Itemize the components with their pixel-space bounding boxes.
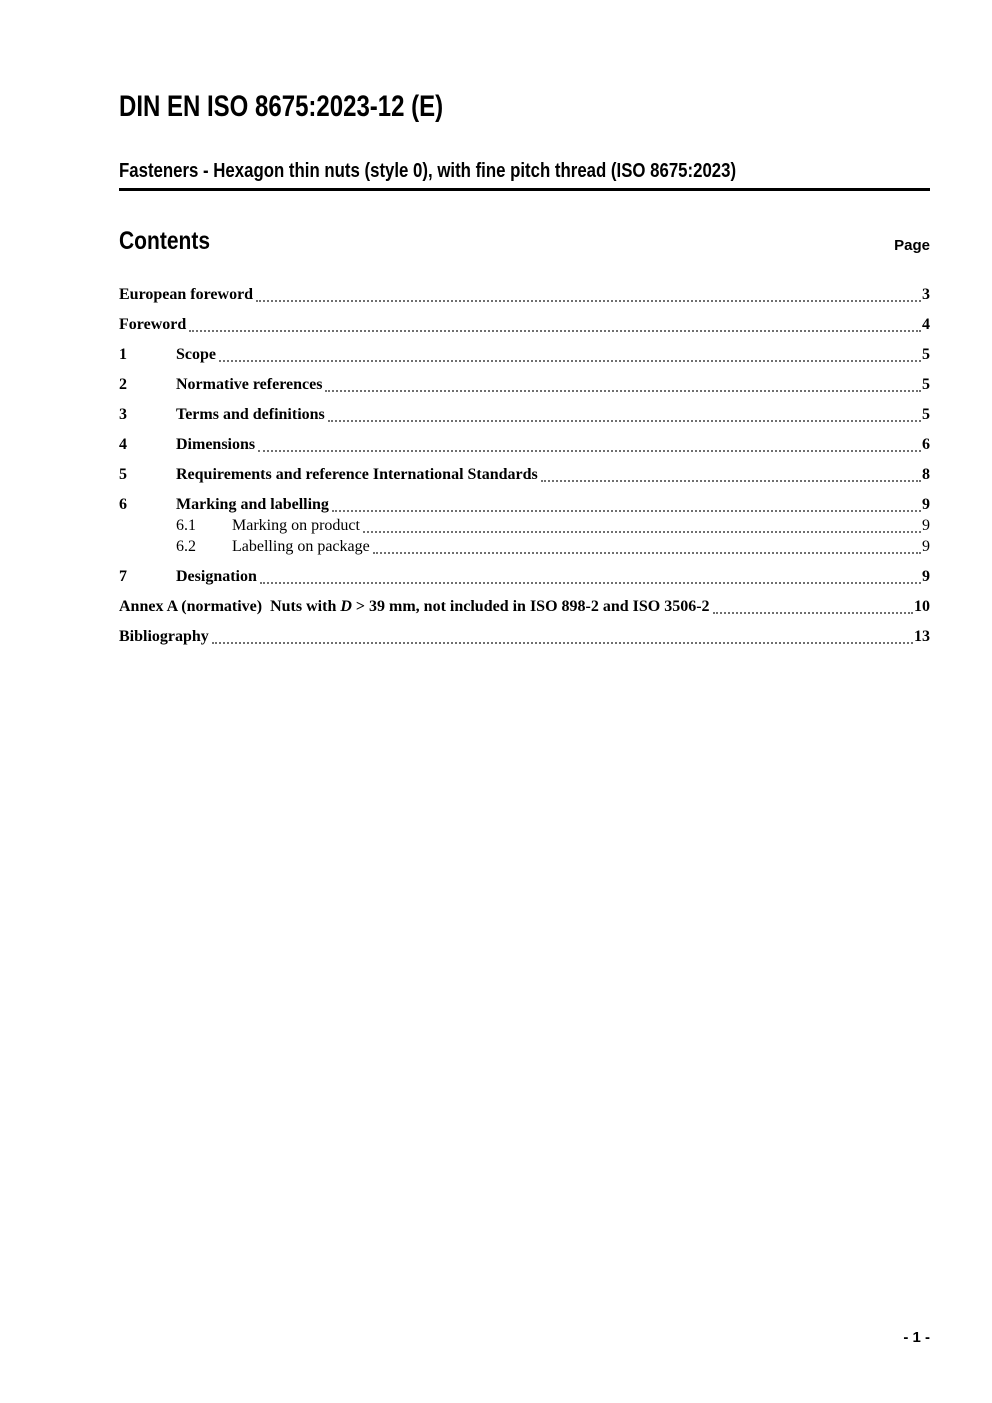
toc-entry-page: 10 [914,598,930,615]
toc-leader-dots [541,480,921,482]
toc-leader-dots [713,612,913,614]
toc-leader-dots [373,552,921,554]
toc-entry-number: 7 [119,568,127,585]
toc-subentry-labelling-on-package [119,537,930,557]
toc-entry-title: Bibliography [119,628,209,645]
doc-title-rule [119,160,930,191]
toc-entry-title: European foreword [119,286,254,303]
toc-entry-title: Labelling on package [232,538,370,555]
toc-entry-page: 9 [922,538,930,555]
toc-subentry-marking-on-product [119,516,930,536]
toc-entry-terms-and-definitions [119,405,930,425]
toc-entry-title: Marking on product [232,517,360,534]
toc-entry-title: Terms and definitions [176,406,325,423]
footer-page-number: - 1 - [903,1329,930,1346]
toc-leader-dots [219,360,921,362]
toc-entry-number: 5 [119,466,127,483]
toc-leader-dots [260,582,921,584]
toc-leader-dots [363,531,921,533]
toc-entry-title: Normative references [176,376,323,393]
toc-entry-number: 6 [119,496,127,513]
toc-entry-page: 9 [922,568,930,585]
toc-entry-number: 2 [119,376,127,393]
annex-title-suffix: > 39 mm, not included in ISO 898-2 and ISO 3506-2 [351,598,710,615]
doc-title: Fasteners - Hexagon thin nuts (style 0), with fine pitch thread (ISO 8675:2023) [119,160,737,182]
toc-leader-dots [256,300,921,302]
contents-heading: Contents [119,227,210,255]
toc-entry-page: 4 [922,316,930,333]
toc-entry-european-foreword [119,285,930,305]
toc-entry-number: 1 [119,346,127,363]
toc-entry-number: 4 [119,436,127,453]
toc-entry-page: 9 [922,496,930,513]
page-content [0,90,992,647]
toc-leader-dots [328,420,921,422]
toc-entry-scope [119,345,930,365]
toc-entry-page: 5 [922,406,930,423]
toc-entry-title: Dimensions [176,436,256,453]
toc-entry-number: 6.1 [176,517,196,534]
toc-entry-bibliography [119,627,930,647]
toc-leader-dots [325,390,921,392]
toc-entry-annex-a [119,597,930,617]
toc-entry-page: 5 [922,376,930,393]
toc-leader-dots [212,642,913,644]
toc-entry-number: 3 [119,406,127,423]
toc-entry-page: 6 [922,436,930,453]
toc-leader-dots [258,450,921,452]
toc-entry-foreword [119,315,930,335]
toc-entry-title: Scope [176,346,216,363]
toc-entry-page: 5 [922,346,930,363]
annex-title-prefix: Annex A (normative) Nuts with [119,598,341,615]
toc-entry-title: Designation [176,568,257,585]
toc-entry-page: 13 [914,628,930,645]
contents-header-bar [119,227,930,255]
page-column-label: Page [894,237,930,254]
toc-entry-requirements [119,465,930,485]
toc-entry-dimensions [119,435,930,455]
toc-entry-designation [119,567,930,587]
toc-entry-title [119,597,710,617]
table-of-contents [119,285,930,647]
toc-entry-page: 9 [922,517,930,534]
toc-entry-page: 3 [922,286,930,303]
toc-entry-normative-references [119,375,930,395]
annex-variable-d: D [340,598,352,615]
toc-entry-title: Marking and labelling [176,496,329,513]
toc-entry-marking-and-labelling [119,495,930,515]
doc-code-heading: DIN EN ISO 8675:2023-12 (E) [119,90,444,123]
toc-leader-dots [189,330,921,332]
toc-entry-title: Requirements and reference International Standards [176,466,538,483]
toc-entry-page: 8 [922,466,930,483]
toc-entry-title: Foreword [119,316,187,333]
toc-leader-dots [332,510,921,512]
toc-entry-number: 6.2 [176,538,196,555]
page-footer [903,1329,930,1346]
